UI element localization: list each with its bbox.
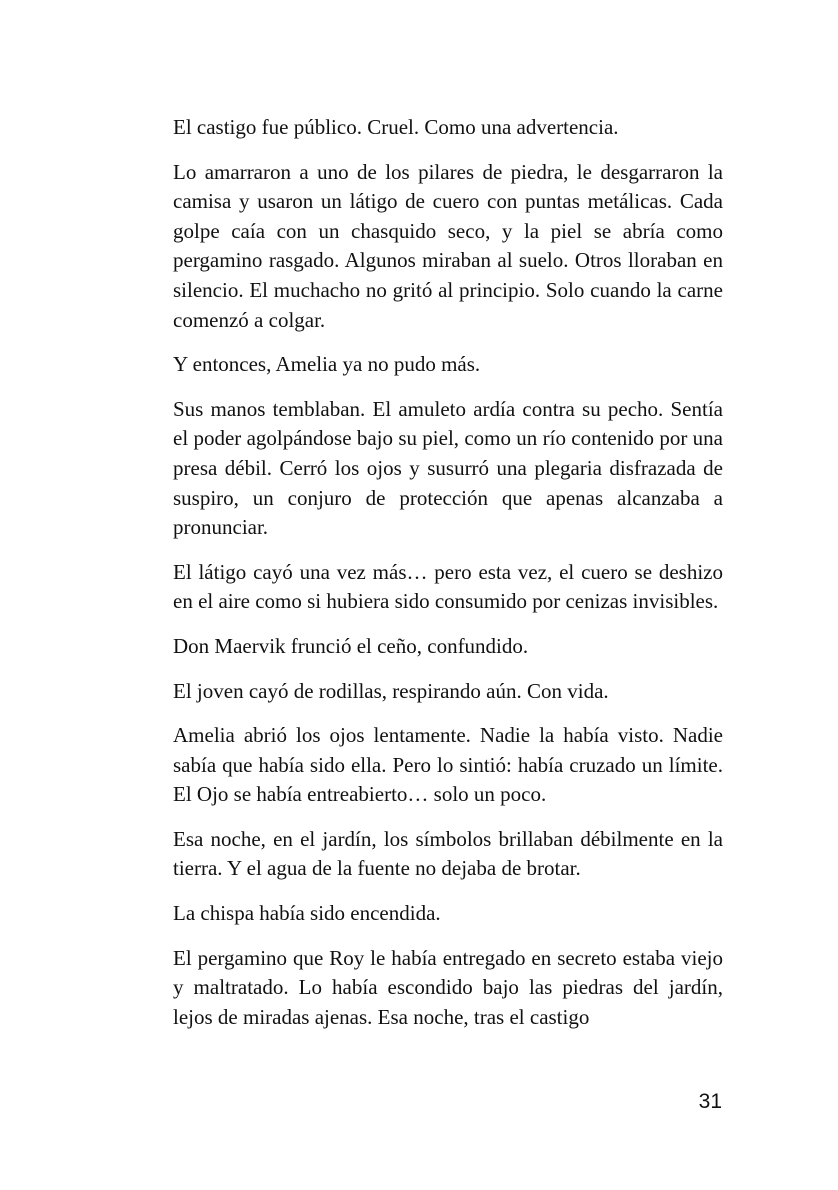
paragraph: El pergamino que Roy le había entregado en secreto estaba viejo y maltratado. Lo había escondido bajo las piedras del jardín, lejos de miradas ajenas. Esa noche, tras el castigo: [173, 945, 723, 1029]
body-text: [173, 113, 723, 1047]
paragraph: El castigo fue público. Cruel. Como una advertencia.: [173, 115, 619, 139]
page-number: 31: [698, 1090, 722, 1113]
paragraph: El joven cayó de rodillas, respirando aún. Con vida.: [173, 678, 609, 703]
paragraph: La chispa había sido encendida.: [173, 901, 441, 926]
paragraph: Y entonces, Amelia ya no pudo más.: [173, 352, 481, 377]
paragraph: Don Maervik frunció el ceño, confundido.: [173, 633, 529, 658]
paragraph: Lo amarraron a uno de los pilares de piedra, le desgarraron la camisa y usaron un látigo de cuero con puntas metálicas. Cada golpe caía con un chasquido seco, y la piel se abría como pergamino rasgado. Algunos miraban al suelo. Otros lloraban en silencio. El muchacho no gritó al principio. Solo cuando la carne comenzó a colgar.: [173, 159, 723, 332]
paragraph: El látigo cayó una vez más… pero esta vez, el cuero se deshizo en el aire como si hubiera sido consumido por cenizas invisibles.: [173, 559, 723, 614]
paragraph: Sus manos temblaban. El amuleto ardía contra su pecho. Sentía el poder agolpándose bajo su piel, como un río contenido por una presa débil. Cerró los ojos y susurró una plegaria disfrazada de suspiro, un conjuro de protección que apenas alcanzaba a pronunciar.: [173, 396, 723, 540]
paragraph: Amelia abrió los ojos lentamente. Nadie la había visto. Nadie sabía que había sido ella. Pero lo sintió: había cruzado un límite. El Ojo se había entreabierto… solo un poco.: [173, 723, 723, 807]
paragraph: Esa noche, en el jardín, los símbolos brillaban débilmente en la tierra. Y el agua de la fuente no dejaba de brotar.: [173, 826, 723, 881]
